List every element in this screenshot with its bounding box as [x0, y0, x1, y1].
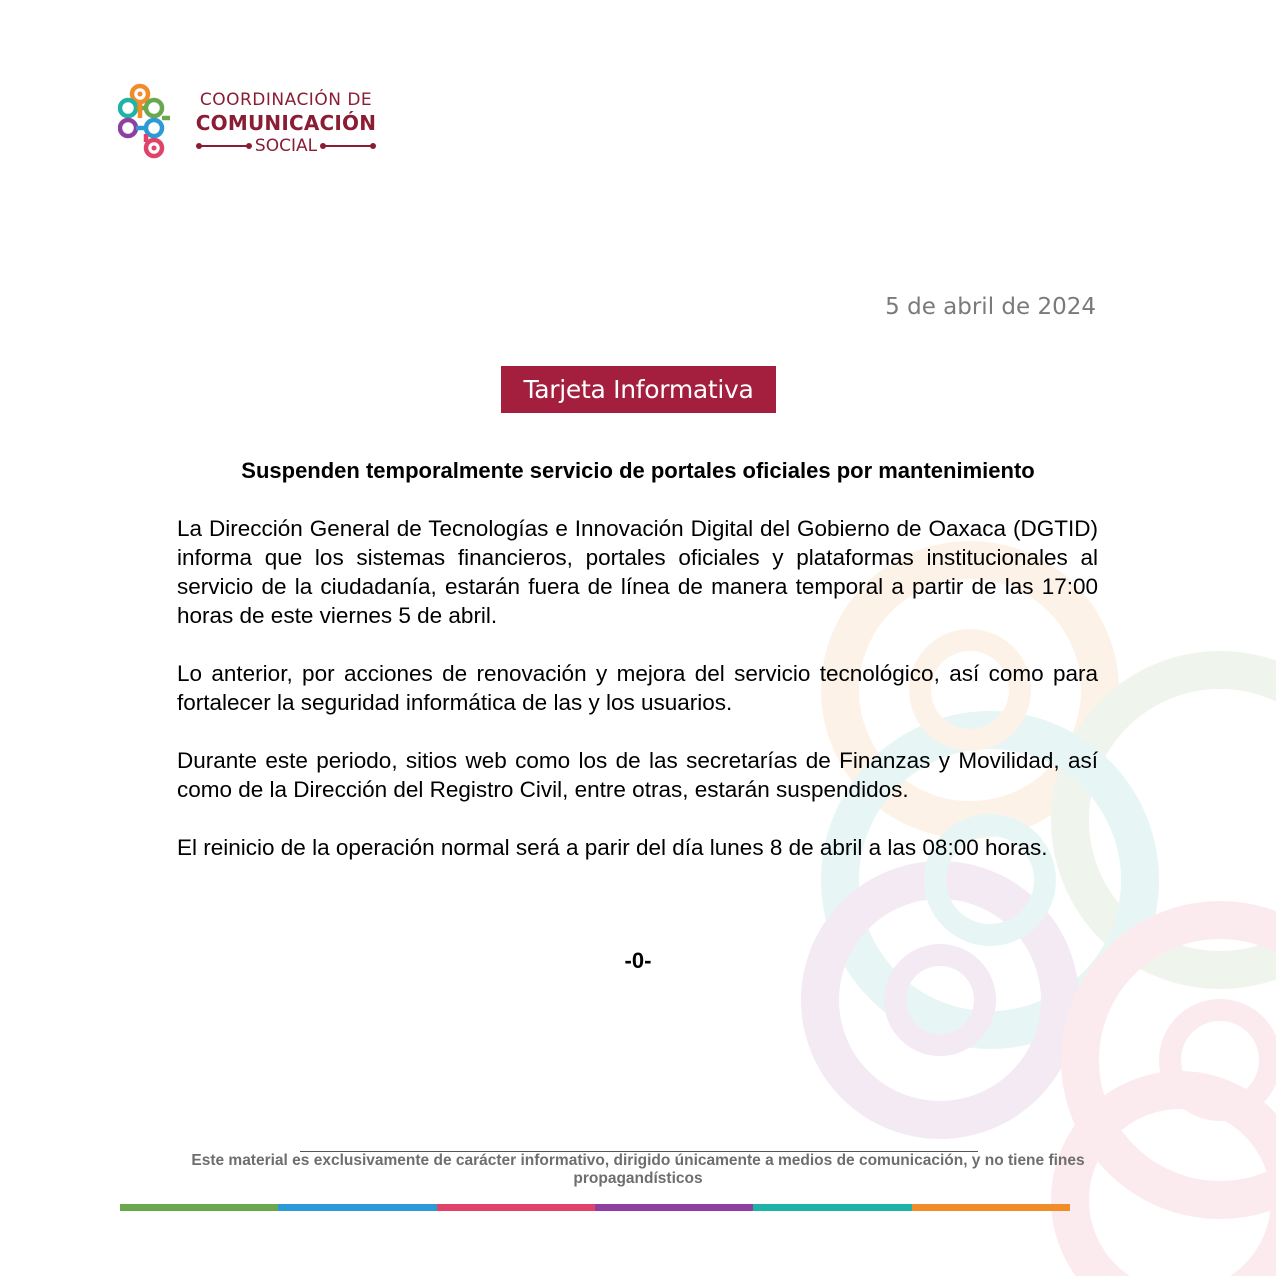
logo-line3 [186, 136, 386, 156]
logo-line1: COORDINACIÓN DE [199, 90, 373, 110]
logo-knot-icon [118, 82, 178, 162]
color-segment-teal [753, 1204, 911, 1211]
color-segment-purple [595, 1204, 753, 1211]
paragraph-3: Durante este periodo, sitios web como los de las secretarías de Finanzas y Movilidad, así como de la Dirección del Registro Civil, entre otras, estarán suspendidos. [177, 748, 1098, 802]
logo-line2: COMUNICACIÓN [195, 111, 377, 135]
headline: Suspenden temporalmente servicio de portales oficiales por mantenimiento [241, 458, 1035, 483]
document-type-badge: Tarjeta Informativa [501, 366, 776, 413]
logo-rule-right [323, 145, 373, 147]
paragraph-4: El reinicio de la operación normal será a parir del día lunes 8 de abril a las 08:00 horas. [177, 835, 1048, 860]
closing-mark: -0- [624, 948, 652, 973]
paragraph-2: Lo anterior, por acciones de renovación y mejora del servicio tecnológico, así como para fortalecer la seguridad informática de las y los usuarios. [177, 661, 1098, 715]
logo-wordmark [186, 90, 386, 156]
header-logo [118, 82, 388, 164]
body-text [177, 514, 1098, 891]
color-segment-pink [437, 1204, 595, 1211]
color-segment-orange [912, 1204, 1070, 1211]
paragraph-1: La Dirección General de Tecnologías e Innovación Digital del Gobierno de Oaxaca (DGTID) informa que los sistemas financieros, portales oficiales y plataformas institucionales al servicio de la ciudadanía, estarán fuera de línea de manera temporal a partir de las 17:00 horas de este viernes 5 de abril. [177, 516, 1098, 628]
logo-rule-left [199, 145, 249, 147]
logo-line3-text: SOCIAL [254, 136, 318, 156]
footer-disclaimer: Este material es exclusivamente de carácter informativo, dirigido únicamente a medios de comunicación, y no tiene fines propagandísticos [191, 1152, 1085, 1187]
color-segment-blue [278, 1204, 436, 1211]
document-date: 5 de abril de 2024 [885, 294, 1096, 320]
color-segment-green [120, 1204, 278, 1211]
footer-color-bar [120, 1204, 1070, 1211]
